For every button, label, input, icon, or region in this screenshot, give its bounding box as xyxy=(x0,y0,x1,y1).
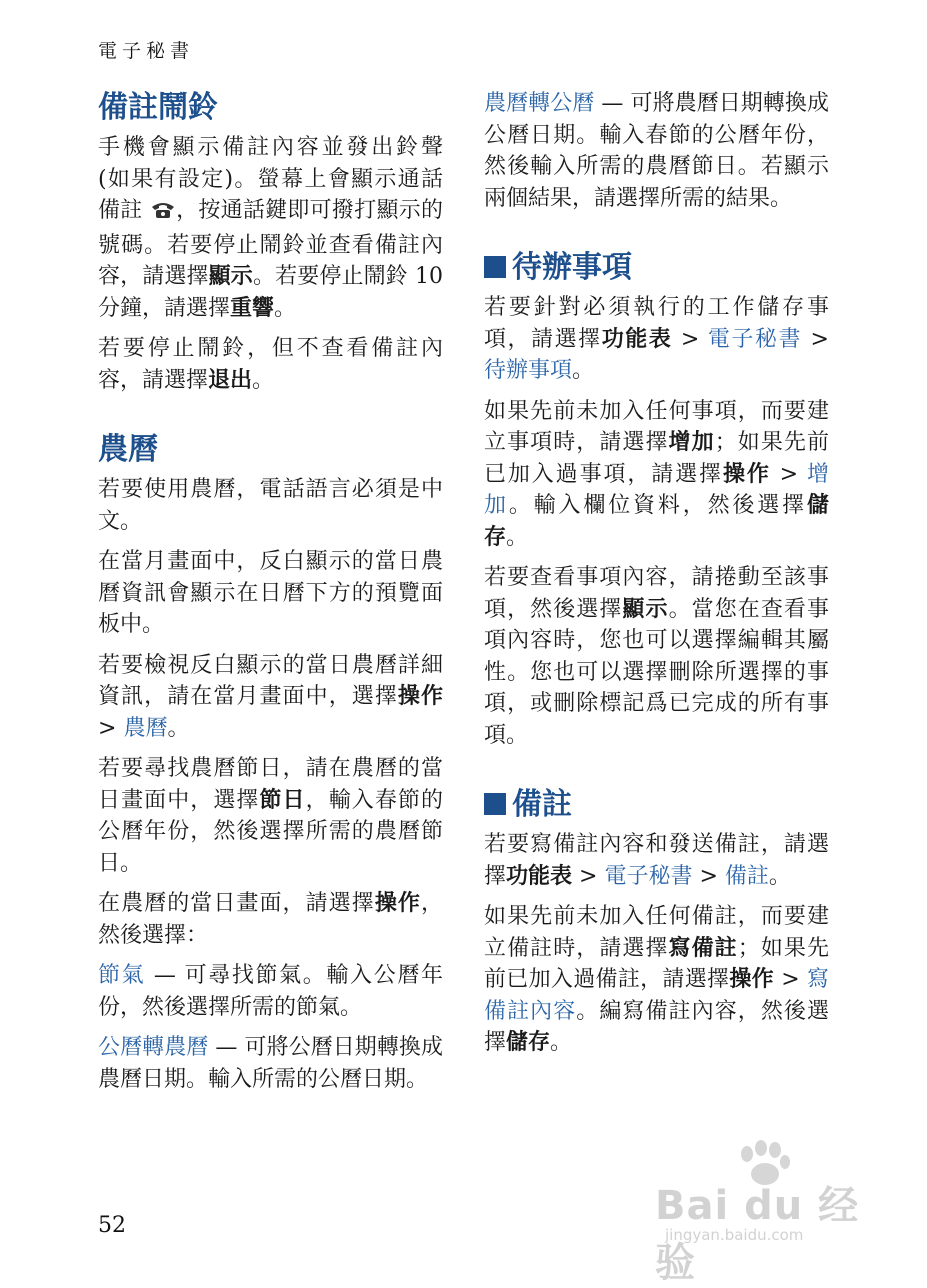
square-bullet-icon xyxy=(484,256,506,278)
lunar-paragraph-7: 公曆轉農曆 — 可將公曆日期轉換成農曆日期。輸入所需的公曆日期。 xyxy=(98,1035,443,1092)
menu-link-write-note: 寫備註內容 xyxy=(484,967,829,1024)
page-number: 52 xyxy=(98,1213,126,1238)
todo-paragraph-2: 如果先前未加入任何事項，而要建立事項時，請選擇增加；如果先前已加入過事項，請選擇操作 > 增加。輸入欄位資料，然後選擇儲存。 xyxy=(484,398,829,550)
menu-link-lunar-to-solar: 農曆轉公曆 xyxy=(484,91,595,116)
left-column xyxy=(98,88,443,1104)
menu-link-solar-to-lunar: 公曆轉農曆 xyxy=(98,1035,209,1060)
menu-link-organizer: 電子秘書 xyxy=(707,326,802,352)
todo-paragraph-3: 若要查看事項內容，請捲動至該事項，然後選擇顯示。當您在查看事項內容時，您也可以選擇編輯其屬性。您也可以選擇刪除所選擇的事項，或刪除標記爲已完成的所有事項。 xyxy=(484,565,829,748)
lunar-paragraph-1: 若要使用農曆，電話語言必須是中文。 xyxy=(98,477,443,534)
todo-paragraph-1: 若要針對必須執行的工作儲存事項，請選擇功能表 > 電子秘書 > 待辦事項。 xyxy=(484,295,829,383)
lunar-paragraph-5: 在農曆的當日畫面，請選擇操作，然後選擇： xyxy=(98,890,443,948)
menu-link-todo: 待辦事項 xyxy=(484,358,573,383)
lunar-paragraph-2: 在當月畫面中，反白顯示的當日農曆資訊會顯示在日曆下方的預覽面板中。 xyxy=(98,549,443,637)
menu-link-notes: 備註 xyxy=(724,863,769,889)
running-header: 電子秘書 xyxy=(98,40,195,62)
square-bullet-icon xyxy=(484,793,506,815)
menu-link-lunar: 農曆 xyxy=(123,715,168,741)
section-title-lunar: 農曆 xyxy=(98,432,158,467)
alarm-paragraph-1: 手機會顯示備註內容並發出鈴聲 (如果有設定)。螢幕上會顯示通話備註 ，按通話鍵即可撥打顯示的號碼。若要停止鬧鈴並查看備註內容，請選擇顯示。若要停止鬧鈴 10 分鐘，請選擇重響。 xyxy=(98,135,443,321)
watermark-url: jingyan.baidu.com xyxy=(665,1226,804,1244)
menu-link-add: 增加 xyxy=(484,461,829,518)
section-title-todo: 待辦事項 xyxy=(484,248,829,288)
section-title-alarm: 備註鬧鈴 xyxy=(98,90,218,125)
baidu-watermark xyxy=(655,1140,885,1286)
lunar-paragraph-3: 若要檢視反白顯示的當日農曆詳細資訊，請在當月畫面中，選擇操作 > 農曆。 xyxy=(98,652,443,741)
section-title-notes: 備註 xyxy=(484,785,829,825)
menu-link-solar-terms: 節氣 xyxy=(98,963,146,988)
alarm-paragraph-2: 若要停止鬧鈴，但不查看備註內容，請選擇退出。 xyxy=(98,336,443,393)
menu-link-organizer: 電子秘書 xyxy=(604,863,693,889)
lunar-paragraph-4: 若要尋找農曆節日，請在農曆的當日畫面中，選擇節日，輸入春節的公曆年份，然後選擇所需的農曆節日。 xyxy=(98,756,443,876)
watermark-logo-text: Bai du 经验 xyxy=(655,1183,860,1286)
notes-paragraph-2: 如果先前未加入任何備註，而要建立備註時，請選擇寫備註；如果先前已加入過備註，請選擇操作 > 寫備註內容。編寫備註內容，然後選擇儲存。 xyxy=(484,904,829,1055)
phone-icon xyxy=(150,198,176,230)
lunar-paragraph-6: 節氣 — 可尋找節氣。輸入公曆年份，然後選擇所需的節氣。 xyxy=(98,963,443,1020)
lunar-cont-paragraph-1: 農曆轉公曆 — 可將農曆日期轉換成公曆日期。輸入春節的公曆年份，然後輸入所需的農曆節日。若顯示兩個結果，請選擇所需的結果。 xyxy=(484,91,829,211)
notes-paragraph-1: 若要寫備註內容和發送備註，請選擇功能表 > 電子秘書 > 備註。 xyxy=(484,832,829,889)
right-column xyxy=(484,88,829,1068)
